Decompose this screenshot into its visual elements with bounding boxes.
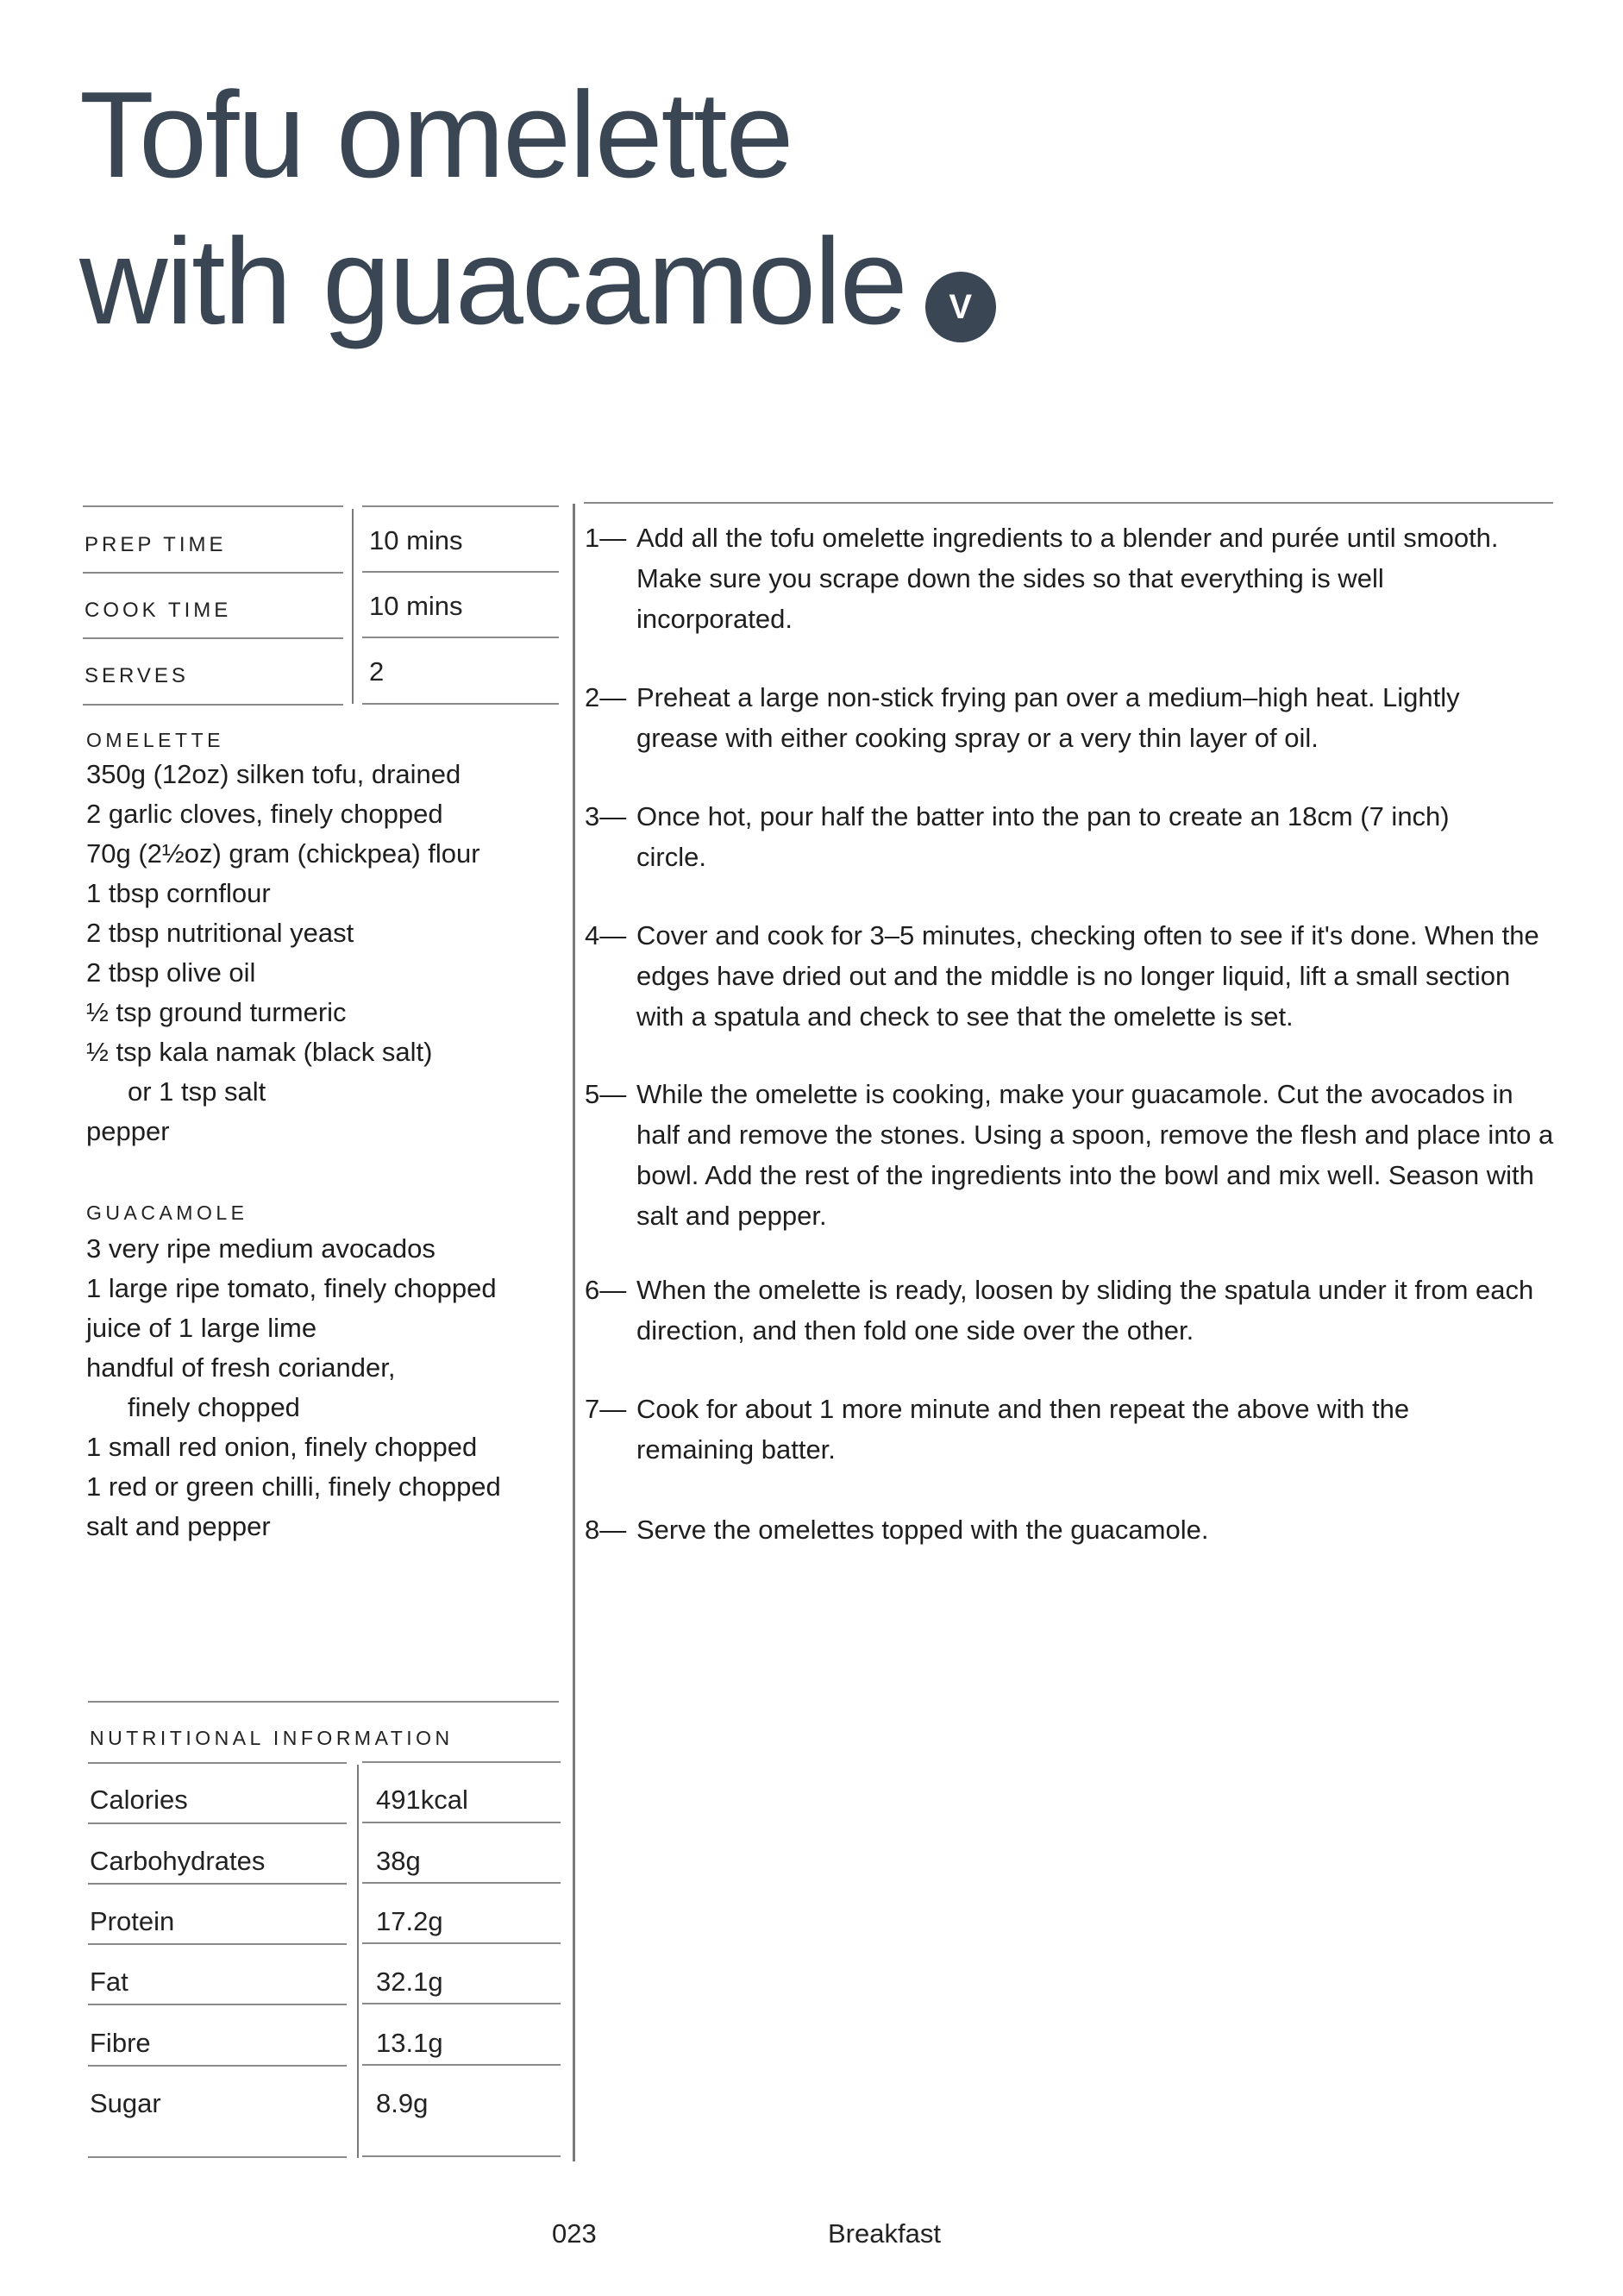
nutrition-heading: NUTRITIONAL INFORMATION	[90, 1727, 454, 1749]
nutrition-column-divider	[357, 1765, 359, 2158]
method-step	[585, 915, 1559, 1037]
step-number: 4—	[585, 920, 627, 950]
omelette-ingredient-list	[86, 755, 480, 1151]
ingredient-item: ½ tsp kala namak (black salt)	[86, 1037, 433, 1067]
nutrition-rule	[362, 1882, 561, 1884]
nutrition-rule	[88, 2004, 347, 2005]
section-name: Breakfast	[828, 2218, 941, 2249]
column-divider	[573, 504, 575, 2161]
nutrition-label-protein: Protein	[90, 1906, 175, 1936]
nutrition-rule	[88, 2065, 347, 2067]
step-text: Preheat a large non-stick frying pan over a medium–high heat. Lightly grease with either cooking spray or a very thin layer of oil.	[636, 682, 1460, 753]
meta-rule	[362, 703, 559, 705]
method-step	[585, 1270, 1559, 1351]
nutrition-label-fat: Fat	[90, 1967, 128, 1997]
cook-time-label: COOK TIME	[85, 599, 232, 622]
method-step	[585, 1389, 1559, 1470]
step-number: 6—	[585, 1275, 627, 1305]
step-number: 2—	[585, 682, 627, 712]
step-text: Serve the omelettes topped with the guacamole.	[636, 1515, 1209, 1545]
omelette-heading: OMELETTE	[86, 729, 224, 751]
nutrition-label-fibre: Fibre	[90, 2028, 151, 2058]
title-line-2-text: with guacamole	[79, 213, 906, 350]
ingredient-item: pepper	[86, 1116, 170, 1146]
page-title	[79, 62, 996, 355]
nutrition-rule	[362, 2155, 561, 2157]
step-number: 3—	[585, 801, 627, 831]
ingredient-item: 2 garlic cloves, finely chopped	[86, 799, 443, 829]
nutrition-label-calories: Calories	[90, 1785, 188, 1815]
step-text: While the omelette is cooking, make your guacamole. Cut the avocados in half and remove the stones. Using a spoon, remove the flesh and place into a bowl. Add the rest of the ingredients into the bowl and mix well. Season with salt and pepper.	[636, 1079, 1554, 1231]
ingredient-item: 1 large ripe tomato, finely chopped	[86, 1273, 497, 1303]
step-text: Once hot, pour half the batter into the pan to create an 18cm (7 inch) circle.	[636, 801, 1450, 872]
nutrition-rule	[88, 1762, 347, 1764]
meta-column-divider	[352, 509, 354, 704]
ingredient-item: 1 small red onion, finely chopped	[86, 1432, 478, 1462]
nutrition-rule	[362, 1822, 561, 1823]
nutrition-top-rule	[88, 1701, 559, 1703]
meta-rule	[83, 704, 343, 706]
method-step	[585, 1074, 1559, 1236]
prep-time-value: 10 mins	[369, 525, 463, 555]
ingredient-item: 2 tbsp nutritional yeast	[86, 918, 354, 948]
nutrition-rule	[88, 1943, 347, 1945]
nutrition-value-carbohydrates: 38g	[376, 1846, 421, 1876]
cook-time-value: 10 mins	[369, 591, 463, 621]
meta-rule	[83, 505, 343, 507]
ingredient-item: or 1 tsp salt	[128, 1076, 266, 1107]
prep-time-label: PREP TIME	[85, 533, 227, 556]
nutrition-rule	[362, 1942, 561, 1944]
step-text: Cook for about 1 more minute and then repeat the above with the remaining batter.	[636, 1394, 1410, 1465]
method-step	[585, 677, 1559, 758]
guacamole-ingredient-list	[86, 1229, 501, 1546]
nutrition-value-fat: 32.1g	[376, 1967, 443, 1997]
vegetarian-badge-icon: V	[925, 272, 996, 342]
nutrition-value-protein: 17.2g	[376, 1906, 443, 1936]
step-number: 7—	[585, 1394, 627, 1424]
ingredient-item: 1 tbsp cornflour	[86, 878, 271, 908]
nutrition-rule	[362, 1761, 561, 1763]
step-text: Cover and cook for 3–5 minutes, checking often to see if it's done. When the edges have dried out and the middle is no longer liquid, lift a small section with a spatula and check to see that the omelette is set.	[636, 920, 1539, 1032]
ingredient-item: ½ tsp ground turmeric	[86, 997, 347, 1027]
ingredient-item: 1 red or green chilli, finely chopped	[86, 1471, 501, 1502]
step-number: 8—	[585, 1515, 627, 1545]
ingredient-item: 2 tbsp olive oil	[86, 957, 256, 988]
meta-rule	[83, 572, 343, 574]
method-step	[585, 796, 1559, 877]
meta-rule	[362, 571, 559, 573]
ingredient-item: salt and pepper	[86, 1511, 271, 1541]
nutrition-label-carbohydrates: Carbohydrates	[90, 1846, 266, 1876]
title-line-1: Tofu omelette	[79, 66, 793, 204]
step-number: 5—	[585, 1079, 627, 1109]
ingredient-item: 3 very ripe medium avocados	[86, 1233, 436, 1264]
meta-rule	[362, 637, 559, 638]
step-number: 1—	[585, 523, 627, 553]
page-number: 023	[552, 2218, 597, 2249]
nutrition-rule	[362, 2003, 561, 2004]
nutrition-rule	[362, 2064, 561, 2066]
ingredient-item: handful of fresh coriander,	[86, 1352, 396, 1383]
ingredient-item: 70g (2½oz) gram (chickpea) flour	[86, 838, 480, 869]
serves-label: SERVES	[85, 664, 189, 687]
nutrition-rule	[88, 1883, 347, 1885]
step-text: When the omelette is ready, loosen by sliding the spatula under it from each direction, and then fold one side over the other.	[636, 1275, 1534, 1346]
guacamole-heading: GUACAMOLE	[86, 1201, 248, 1224]
ingredient-item: finely chopped	[128, 1392, 300, 1422]
ingredient-item: juice of 1 large lime	[86, 1313, 317, 1343]
nutrition-rule	[88, 2156, 347, 2158]
title-line-2	[79, 209, 996, 355]
nutrition-value-calories: 491kcal	[376, 1785, 468, 1815]
ingredient-item: 350g (12oz) silken tofu, drained	[86, 759, 461, 789]
serves-value: 2	[369, 656, 385, 687]
meta-rule	[362, 505, 559, 507]
method-step	[585, 518, 1559, 639]
meta-rule	[83, 637, 343, 639]
step-text: Add all the tofu omelette ingredients to a blender and purée until smooth. Make sure you scrape down the sides so that everything is well incorporated.	[636, 523, 1499, 634]
method-step	[585, 1509, 1559, 1550]
nutrition-value-sugar: 8.9g	[376, 2088, 429, 2118]
method-top-rule	[584, 502, 1553, 504]
nutrition-value-fibre: 13.1g	[376, 2028, 443, 2058]
nutrition-rule	[88, 1822, 347, 1824]
nutrition-label-sugar: Sugar	[90, 2088, 161, 2118]
